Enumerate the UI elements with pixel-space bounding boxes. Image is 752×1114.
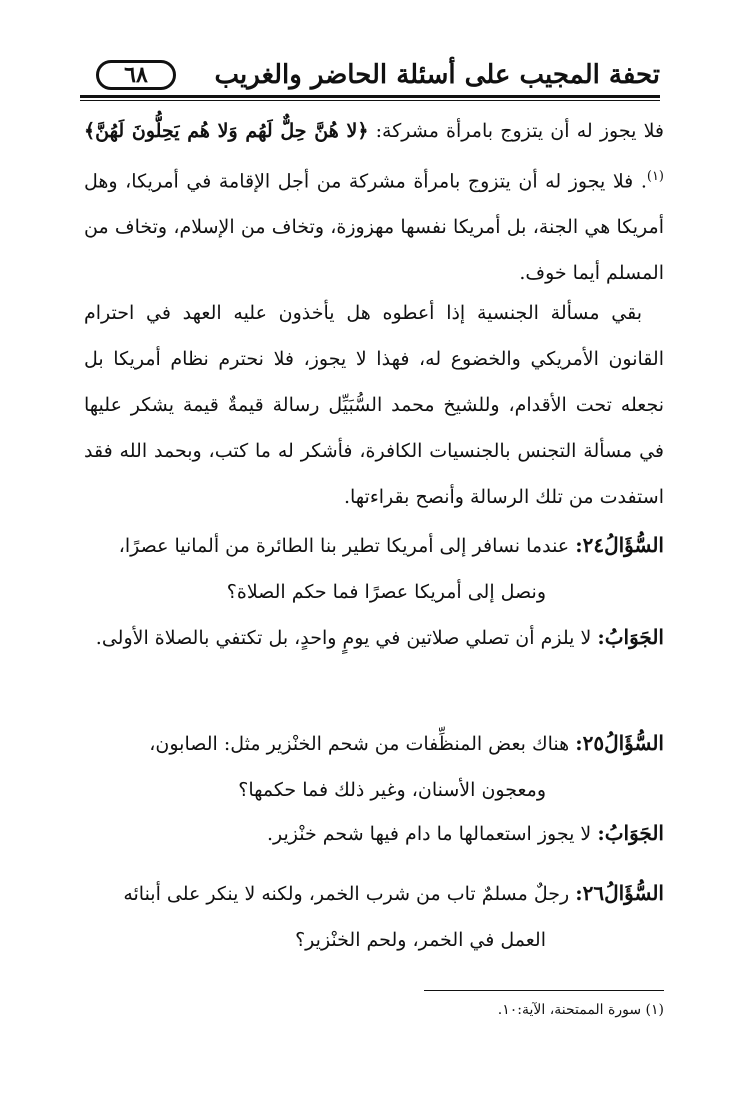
- paragraph-1-text-a: فلا يجوز له أن يتزوج بامرأة مشركة:: [368, 120, 664, 142]
- question-number: ٢٦:: [575, 881, 605, 905]
- question-24: [84, 522, 664, 615]
- answer-text: لا يلزم أن تصلي صلاتين في يومٍ واحدٍ، بل تكتفي بالصلاة الأولى.: [95, 627, 592, 649]
- paragraph-1-text-b: . فلا يجوز له أن يتزوج بامرأة مشركة من أجل الإقامة في أمريكا، وهل أمريكا هي الجنة، بل أمريكا نفسها مهزوزة، وتخاف من الإسلام، وتخاف من المسلم أيما خوف.: [84, 170, 664, 285]
- question-26: [84, 870, 664, 963]
- question-text-line-2: ونصل إلى أمريكا عصرًا فما حكم الصلاة؟: [226, 581, 546, 603]
- running-title: تحفة المجيب على أسئلة الحاضر والغريب: [214, 60, 660, 90]
- question-text-line-2: ومعجون الأسنان، وغير ذلك فما حكمها؟: [238, 779, 546, 801]
- answer-text: لا يجوز استعمالها ما دام فيها شحم خنْزير.: [266, 823, 592, 845]
- page-header: [80, 58, 660, 98]
- question-label: السُّؤَالُ: [604, 881, 664, 905]
- header-rule-thin: [80, 100, 660, 101]
- quran-verse: ﴿لا هُنَّ حِلٌّ لَهُم وَلا هُم يَحِلُّونَ لَهُنَّ﴾: [84, 120, 369, 142]
- footnote-number: (١): [645, 1002, 664, 1018]
- paragraph-2: [84, 290, 664, 520]
- answer-25: [84, 810, 664, 857]
- footnote-separator: [424, 990, 664, 991]
- answer-label: الجَوَابُ:: [597, 625, 664, 649]
- question-label: السُّؤَالُ: [604, 731, 664, 755]
- question-text-line-2: العمل في الخمر، ولحم الخنْزير؟: [295, 929, 546, 951]
- question-number: ٢٥:: [575, 731, 605, 755]
- question-label: السُّؤَالُ: [604, 533, 664, 557]
- question-text-line-1: رجلٌ مسلمٌ تاب من شرب الخمر، ولكنه لا ينكر على أبنائه: [123, 883, 570, 905]
- footnote: [84, 998, 664, 1022]
- footnote-marker: (١): [646, 169, 664, 184]
- answer-label: الجَوَابُ:: [597, 821, 664, 845]
- footnote-text: سورة الممتحنة، الآية:١٠.: [497, 1002, 642, 1018]
- question-text-line-1: عندما نسافر إلى أمريكا تطير بنا الطائرة من ألمانيا عصرًا،: [118, 535, 570, 557]
- question-25: [84, 720, 664, 813]
- header-rule-thick: [80, 95, 660, 98]
- question-number: ٢٤:: [575, 533, 605, 557]
- question-text-line-1: هناك بعض المنظِّفات من شحم الخنْزير مثل: الصابون،: [149, 733, 570, 755]
- answer-24: [84, 614, 664, 661]
- page-number: ٦٨: [96, 60, 176, 90]
- paragraph-2-text: بقي مسألة الجنسية إذا أعطوه هل يأخذون عليه العهد في احترام القانون الأمريكي والخضوع له، فهذا لا يجوز، فلا نحترم نظام أمريكا بل نجعله تحت الأقدام، وللشيخ محمد السُّبَيِّل رسالة قيمةٌ قيمة يشكر عليها في مسألة التجنس بالجنسيات الكافرة، فأشكر له ما كتب، وبحمد الله فقد استفدت من تلك الرسالة وأنصح بقراءتها.: [84, 302, 664, 508]
- paragraph-1: [84, 108, 664, 296]
